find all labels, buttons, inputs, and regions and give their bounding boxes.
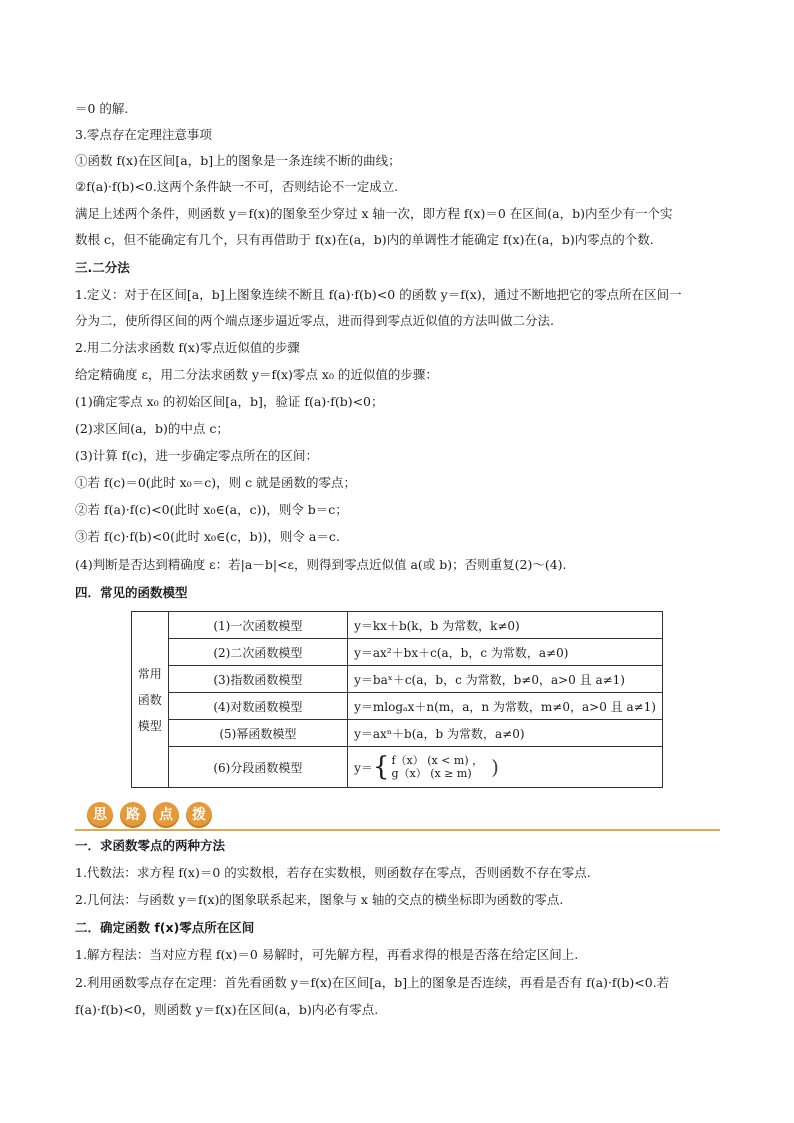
model-name: (4)对数函数模型 — [168, 693, 348, 720]
text-line: 2.利用函数零点存在定理：首先看函数 y＝f(x)在区间[a，b]上的图象是否连续，再看是否有 f(a)·f(b)<0.若 — [75, 975, 670, 990]
model-name: (2)二次函数模型 — [168, 639, 348, 666]
tips-heading-zero-interval: 二．确定函数 f(x)零点所在区间 — [75, 920, 255, 935]
banner-char: 路 — [120, 802, 146, 828]
text-line: 1.定义：对于在区间[a，b]上图象连续不断且 f(a)·f(b)<0 的函数 y＝f(x)，通过不断地把它的零点所在区间一 — [75, 287, 682, 302]
text-line: 1.代数法：求方程 f(x)＝0 的实数根，若存在实数根，则函数存在零点，否则函数不存在零点. — [75, 865, 591, 880]
table-row — [132, 612, 663, 639]
table-row — [132, 693, 663, 720]
banner-char: 点 — [153, 802, 179, 828]
model-name: (3)指数函数模型 — [168, 666, 348, 693]
text-line: ①若 f(c)＝0(此时 x₀＝c)，则 c 就是函数的零点； — [75, 475, 357, 490]
section-heading-models: 四．常见的函数模型 — [75, 585, 188, 600]
text-line: 2.几何法：与函数 y＝f(x)的图象联系起来，图象与 x 轴的交点的横坐标即为函数的零点. — [75, 892, 564, 907]
banner-char: 思 — [87, 802, 113, 828]
text-line: ②若 f(a)·f(c)<0(此时 x₀∈(a，c))，则令 b＝c； — [75, 502, 348, 517]
model-formula: y＝kx＋b(k，b 为常数，k≠0) — [348, 612, 663, 639]
text-line: (3)计算 f(c)，进一步确定零点所在的区间： — [75, 448, 319, 463]
text-line: (2)求区间(a，b)的中点 c； — [75, 421, 229, 436]
text-line: (4)判断是否达到精确度 ε：若|a－b|<ε，则得到零点近似值 a(或 b)；否则重复(2)～(4). — [75, 557, 567, 572]
tips-heading-zero-methods: 一．求函数零点的两种方法 — [75, 838, 226, 853]
text-line: ③若 f(c)·f(b)<0(此时 x₀∈(c，b))，则令 a＝c. — [75, 529, 340, 544]
banner-char: 拨 — [186, 802, 212, 828]
piece-1: f（x） (x < m) ， — [391, 754, 484, 767]
text-line: 3.零点存在定理注意事项 — [75, 127, 212, 142]
piece-2: g（x） (x ≥ m) — [391, 767, 472, 780]
table-row — [132, 747, 663, 788]
text-line: 数根 c，但不能确定有几个，只有再借助于 f(x)在(a，b)内的单调性才能确定 f(x)在(a，b)内零点的个数. — [75, 232, 654, 247]
model-name: (6)分段函数模型 — [168, 747, 348, 788]
function-model-table — [131, 611, 663, 788]
section-banner — [75, 800, 720, 830]
banner-divider — [75, 829, 720, 831]
category-label: 模型 — [137, 718, 162, 733]
text-line: ①函数 f(x)在区间[a，b]上的图象是一条连续不断的曲线； — [75, 153, 401, 168]
model-formula: y＝mlogₐx＋n(m，a，n 为常数，m≠0，a>0 且 a≠1) — [348, 693, 663, 720]
section-heading-bisection: 三.二分法 — [75, 260, 130, 275]
model-name: (5)幂函数模型 — [168, 720, 348, 747]
text-line: (1)确定零点 x₀ 的初始区间[a，b]，验证 f(a)·f(b)<0； — [75, 394, 384, 409]
text-line: ②f(a)·f(b)<0.这两个条件缺一不可，否则结论不一定成立. — [75, 179, 399, 194]
model-name: (1)一次函数模型 — [168, 612, 348, 639]
text-line: ＝0 的解. — [75, 101, 129, 116]
text-line: 分为二，使所得区间的两个端点逐步逼近零点，进而得到零点近似值的方法叫做二分法. — [75, 313, 554, 328]
table-row — [132, 639, 663, 666]
text-line: f(a)·f(b)<0，则函数 y＝f(x)在区间(a，b)内必有零点. — [75, 1002, 379, 1017]
model-formula-piecewise — [348, 747, 663, 788]
model-formula: y＝baˣ＋c(a，b，c 为常数，b≠0，a>0 且 a≠1) — [348, 666, 663, 693]
left-brace-icon: { — [372, 752, 390, 782]
table-row — [132, 720, 663, 747]
text-line: 2.用二分法求函数 f(x)零点近似值的步骤 — [75, 340, 300, 355]
text-line: 1.解方程法：当对应方程 f(x)＝0 易解时，可先解方程，再看求得的根是否落在给定区间上. — [75, 947, 579, 962]
piecewise-prefix: y＝ — [354, 760, 373, 775]
table-category-cell — [132, 612, 169, 788]
right-paren-icon: ) — [491, 755, 499, 779]
category-label: 函数 — [137, 692, 162, 707]
text-line: 给定精确度 ε，用二分法求函数 y＝f(x)零点 x₀ 的近似值的步骤： — [75, 367, 438, 382]
model-formula: y＝axⁿ＋b(a，b 为常数，a≠0) — [348, 720, 663, 747]
category-label: 常用 — [137, 666, 162, 681]
model-formula: y＝ax²＋bx＋c(a，b，c 为常数，a≠0) — [348, 639, 663, 666]
table-row — [132, 666, 663, 693]
text-line: 满足上述两个条件，则函数 y＝f(x)的图象至少穿过 x 轴一次，即方程 f(x)＝0 在区间(a，b)内至少有一个实 — [75, 206, 673, 221]
